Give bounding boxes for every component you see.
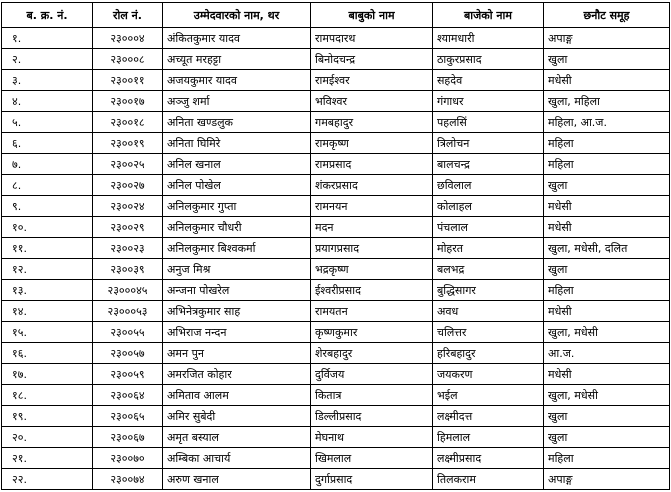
father-name-cell: प्रयागप्रसाद	[311, 238, 433, 259]
grandfather-name-cell: अवध	[433, 301, 544, 322]
candidate-name-cell: अंकितकुमार यादव	[163, 28, 311, 49]
father-name-cell: शंकरप्रसाद	[311, 175, 433, 196]
father-name-cell: गमबहादुर	[311, 112, 433, 133]
serial-number-cell: ५.	[2, 112, 93, 133]
father-name-cell: कृष्णकुमार	[311, 322, 433, 343]
candidate-name-cell: अनिल खनाल	[163, 154, 311, 175]
candidate-name-cell: अनिलकुमार बिश्वकर्मा	[163, 238, 311, 259]
candidate-name-cell: अमरजित कोहार	[163, 364, 311, 385]
candidate-name-cell: अभिनेत्रकुमार साह	[163, 301, 311, 322]
father-name-cell: बिनोदचन्द्र	[311, 49, 433, 70]
selection-group-cell: महिला	[544, 154, 670, 175]
header-father-name: बाबुको नाम	[311, 3, 433, 28]
table-row	[2, 28, 670, 49]
candidate-name-cell: अमिताव आलम	[163, 385, 311, 406]
candidate-name-cell: अञ्जु शर्मा	[163, 91, 311, 112]
serial-number-cell: १२.	[2, 259, 93, 280]
grandfather-name-cell: बलभद्र	[433, 259, 544, 280]
header-row	[2, 3, 670, 28]
table-row	[2, 259, 670, 280]
roll-number-cell: २३००६५	[93, 406, 163, 427]
father-name-cell: शेरबहादुर	[311, 343, 433, 364]
father-name-cell: ईश्वरीप्रसाद	[311, 280, 433, 301]
header-selection-group: छनौट समूह	[544, 3, 670, 28]
grandfather-name-cell: पहलसिं	[433, 112, 544, 133]
roll-number-cell: २३००२३	[93, 238, 163, 259]
selection-group-cell: अपाङ्ग	[544, 28, 670, 49]
serial-number-cell: ७.	[2, 154, 93, 175]
table-row	[2, 49, 670, 70]
candidate-name-cell: अनिता खण्डलुक	[163, 112, 311, 133]
father-name-cell: रामईश्वर	[311, 70, 433, 91]
selection-group-cell: मधेसी	[544, 70, 670, 91]
table-row	[2, 91, 670, 112]
grandfather-name-cell: बालचन्द्र	[433, 154, 544, 175]
selection-group-cell: खुला, मधेसी, दलित	[544, 238, 670, 259]
father-name-cell: मदन	[311, 217, 433, 238]
selection-group-cell: महिला	[544, 133, 670, 154]
father-name-cell: रामयतन	[311, 301, 433, 322]
roll-number-cell: २३००६७	[93, 427, 163, 448]
table-row	[2, 301, 670, 322]
candidate-name-cell: अमन पुन	[163, 343, 311, 364]
grandfather-name-cell: श्यामधारी	[433, 28, 544, 49]
grandfather-name-cell: लक्ष्मीप्रसाद	[433, 448, 544, 469]
selection-group-cell: खुला	[544, 406, 670, 427]
grandfather-name-cell: हरिबहादुर	[433, 343, 544, 364]
table-row	[2, 70, 670, 91]
selection-group-cell: खुला, महिला	[544, 91, 670, 112]
grandfather-name-cell: चलित्तर	[433, 322, 544, 343]
candidate-name-cell: अन्जना पोखरेल	[163, 280, 311, 301]
father-name-cell: मेघनाथ	[311, 427, 433, 448]
selection-group-cell: आ.ज.	[544, 343, 670, 364]
father-name-cell: भविश्वर	[311, 91, 433, 112]
table-row	[2, 196, 670, 217]
selection-group-cell: खुला	[544, 427, 670, 448]
roll-number-cell: २३०००५३	[93, 301, 163, 322]
selection-group-cell: खुला	[544, 259, 670, 280]
grandfather-name-cell: ठाकुरप्रसाद	[433, 49, 544, 70]
selection-group-cell: खुला, मधेसी	[544, 322, 670, 343]
table-row	[2, 133, 670, 154]
father-name-cell: कितात्र	[311, 385, 433, 406]
roll-number-cell: २३००१८	[93, 112, 163, 133]
selection-group-cell: मधेसी	[544, 217, 670, 238]
candidate-name-cell: अमृत बस्याल	[163, 427, 311, 448]
candidate-name-cell: अनिलकुमार गुप्ता	[163, 196, 311, 217]
table-row	[2, 448, 670, 469]
grandfather-name-cell: गंगाधर	[433, 91, 544, 112]
serial-number-cell: १०.	[2, 217, 93, 238]
grandfather-name-cell: कोलाहल	[433, 196, 544, 217]
table-row	[2, 112, 670, 133]
father-name-cell: रामप्रसाद	[311, 154, 433, 175]
candidate-name-cell: अरुण खनाल	[163, 469, 311, 490]
roll-number-cell: २३००२४	[93, 196, 163, 217]
table-row	[2, 280, 670, 301]
serial-number-cell: ८.	[2, 175, 93, 196]
father-name-cell: रामपदारथ	[311, 28, 433, 49]
roll-number-cell: २३००५५	[93, 322, 163, 343]
selection-group-cell: मधेसी	[544, 364, 670, 385]
serial-number-cell: १५.	[2, 322, 93, 343]
roll-number-cell: २३००२७	[93, 175, 163, 196]
father-name-cell: खिमलाल	[311, 448, 433, 469]
table-row	[2, 427, 670, 448]
roll-number-cell: २३००३९	[93, 259, 163, 280]
grandfather-name-cell: जयकरण	[433, 364, 544, 385]
roll-number-cell: २३००५९	[93, 364, 163, 385]
grandfather-name-cell: मोहरत	[433, 238, 544, 259]
table-row	[2, 469, 670, 490]
serial-number-cell: १३.	[2, 280, 93, 301]
serial-number-cell: ४.	[2, 91, 93, 112]
header-serial-number: ब. क्र. नं.	[2, 3, 93, 28]
roll-number-cell: २३००६४	[93, 385, 163, 406]
header-candidate-name: उम्मेदवारको नाम, थर	[163, 3, 311, 28]
grandfather-name-cell: हिमलाल	[433, 427, 544, 448]
header-roll-number: रोल नं.	[93, 3, 163, 28]
serial-number-cell: १६.	[2, 343, 93, 364]
roll-number-cell: २३००५७	[93, 343, 163, 364]
table-row	[2, 217, 670, 238]
roll-number-cell: २३०००४	[93, 28, 163, 49]
selection-group-cell: खुला, मधेसी	[544, 385, 670, 406]
roll-number-cell: २३००१९	[93, 133, 163, 154]
serial-number-cell: २२.	[2, 469, 93, 490]
roll-number-cell: २३००११	[93, 70, 163, 91]
serial-number-cell: ३.	[2, 70, 93, 91]
father-name-cell: डिल्लीप्रसाद	[311, 406, 433, 427]
candidate-name-cell: अनिल पोखेल	[163, 175, 311, 196]
candidate-table	[1, 2, 670, 490]
grandfather-name-cell: छविलाल	[433, 175, 544, 196]
roll-number-cell: २३०००८	[93, 49, 163, 70]
grandfather-name-cell: बुद्धिसागर	[433, 280, 544, 301]
selection-group-cell: मधेसी	[544, 301, 670, 322]
grandfather-name-cell: तिलकराम	[433, 469, 544, 490]
serial-number-cell: २१.	[2, 448, 93, 469]
roll-number-cell: २३००१७	[93, 91, 163, 112]
serial-number-cell: १४.	[2, 301, 93, 322]
table-row	[2, 322, 670, 343]
serial-number-cell: ११.	[2, 238, 93, 259]
serial-number-cell: २.	[2, 49, 93, 70]
roll-number-cell: २३००२५	[93, 154, 163, 175]
selection-group-cell: खुला	[544, 49, 670, 70]
table-row	[2, 238, 670, 259]
roll-number-cell: २३००७०	[93, 448, 163, 469]
serial-number-cell: २०.	[2, 427, 93, 448]
selection-group-cell: अपाङ्ग	[544, 469, 670, 490]
candidate-name-cell: अनुज मिश्र	[163, 259, 311, 280]
roll-number-cell: २३०००४५	[93, 280, 163, 301]
grandfather-name-cell: सहदेव	[433, 70, 544, 91]
serial-number-cell: १.	[2, 28, 93, 49]
selection-group-cell: महिला, आ.ज.	[544, 112, 670, 133]
father-name-cell: दुर्विजय	[311, 364, 433, 385]
selection-group-cell: मधेसी	[544, 196, 670, 217]
candidate-name-cell: अभिराज नन्दन	[163, 322, 311, 343]
father-name-cell: भद्रकृष्ण	[311, 259, 433, 280]
grandfather-name-cell: त्रिलोचन	[433, 133, 544, 154]
candidate-name-cell: अम्बिका आचार्य	[163, 448, 311, 469]
grandfather-name-cell: भईल	[433, 385, 544, 406]
serial-number-cell: १८.	[2, 385, 93, 406]
table-row	[2, 406, 670, 427]
candidate-name-cell: अच्यूत मरहट्टा	[163, 49, 311, 70]
candidate-name-cell: अमिर सुबेदी	[163, 406, 311, 427]
table-row	[2, 154, 670, 175]
serial-number-cell: १७.	[2, 364, 93, 385]
selection-group-cell: महिला	[544, 280, 670, 301]
serial-number-cell: १९.	[2, 406, 93, 427]
grandfather-name-cell: पंचलाल	[433, 217, 544, 238]
father-name-cell: रामकृष्ण	[311, 133, 433, 154]
candidate-name-cell: अनिता घिमिरे	[163, 133, 311, 154]
father-name-cell: रामनयन	[311, 196, 433, 217]
grandfather-name-cell: लक्ष्मीदत्त	[433, 406, 544, 427]
table-row	[2, 385, 670, 406]
table-row	[2, 364, 670, 385]
father-name-cell: दुर्गाप्रसाद	[311, 469, 433, 490]
table-row	[2, 343, 670, 364]
candidate-name-cell: अनिलकुमार चौधरी	[163, 217, 311, 238]
selection-group-cell: महिला	[544, 448, 670, 469]
selection-group-cell: खुला	[544, 175, 670, 196]
roll-number-cell: २३००७४	[93, 469, 163, 490]
candidate-name-cell: अजयकुमार यादव	[163, 70, 311, 91]
serial-number-cell: ६.	[2, 133, 93, 154]
header-grandfather-name: बाजेको नाम	[433, 3, 544, 28]
roll-number-cell: २३००२९	[93, 217, 163, 238]
serial-number-cell: ९.	[2, 196, 93, 217]
table-row	[2, 175, 670, 196]
